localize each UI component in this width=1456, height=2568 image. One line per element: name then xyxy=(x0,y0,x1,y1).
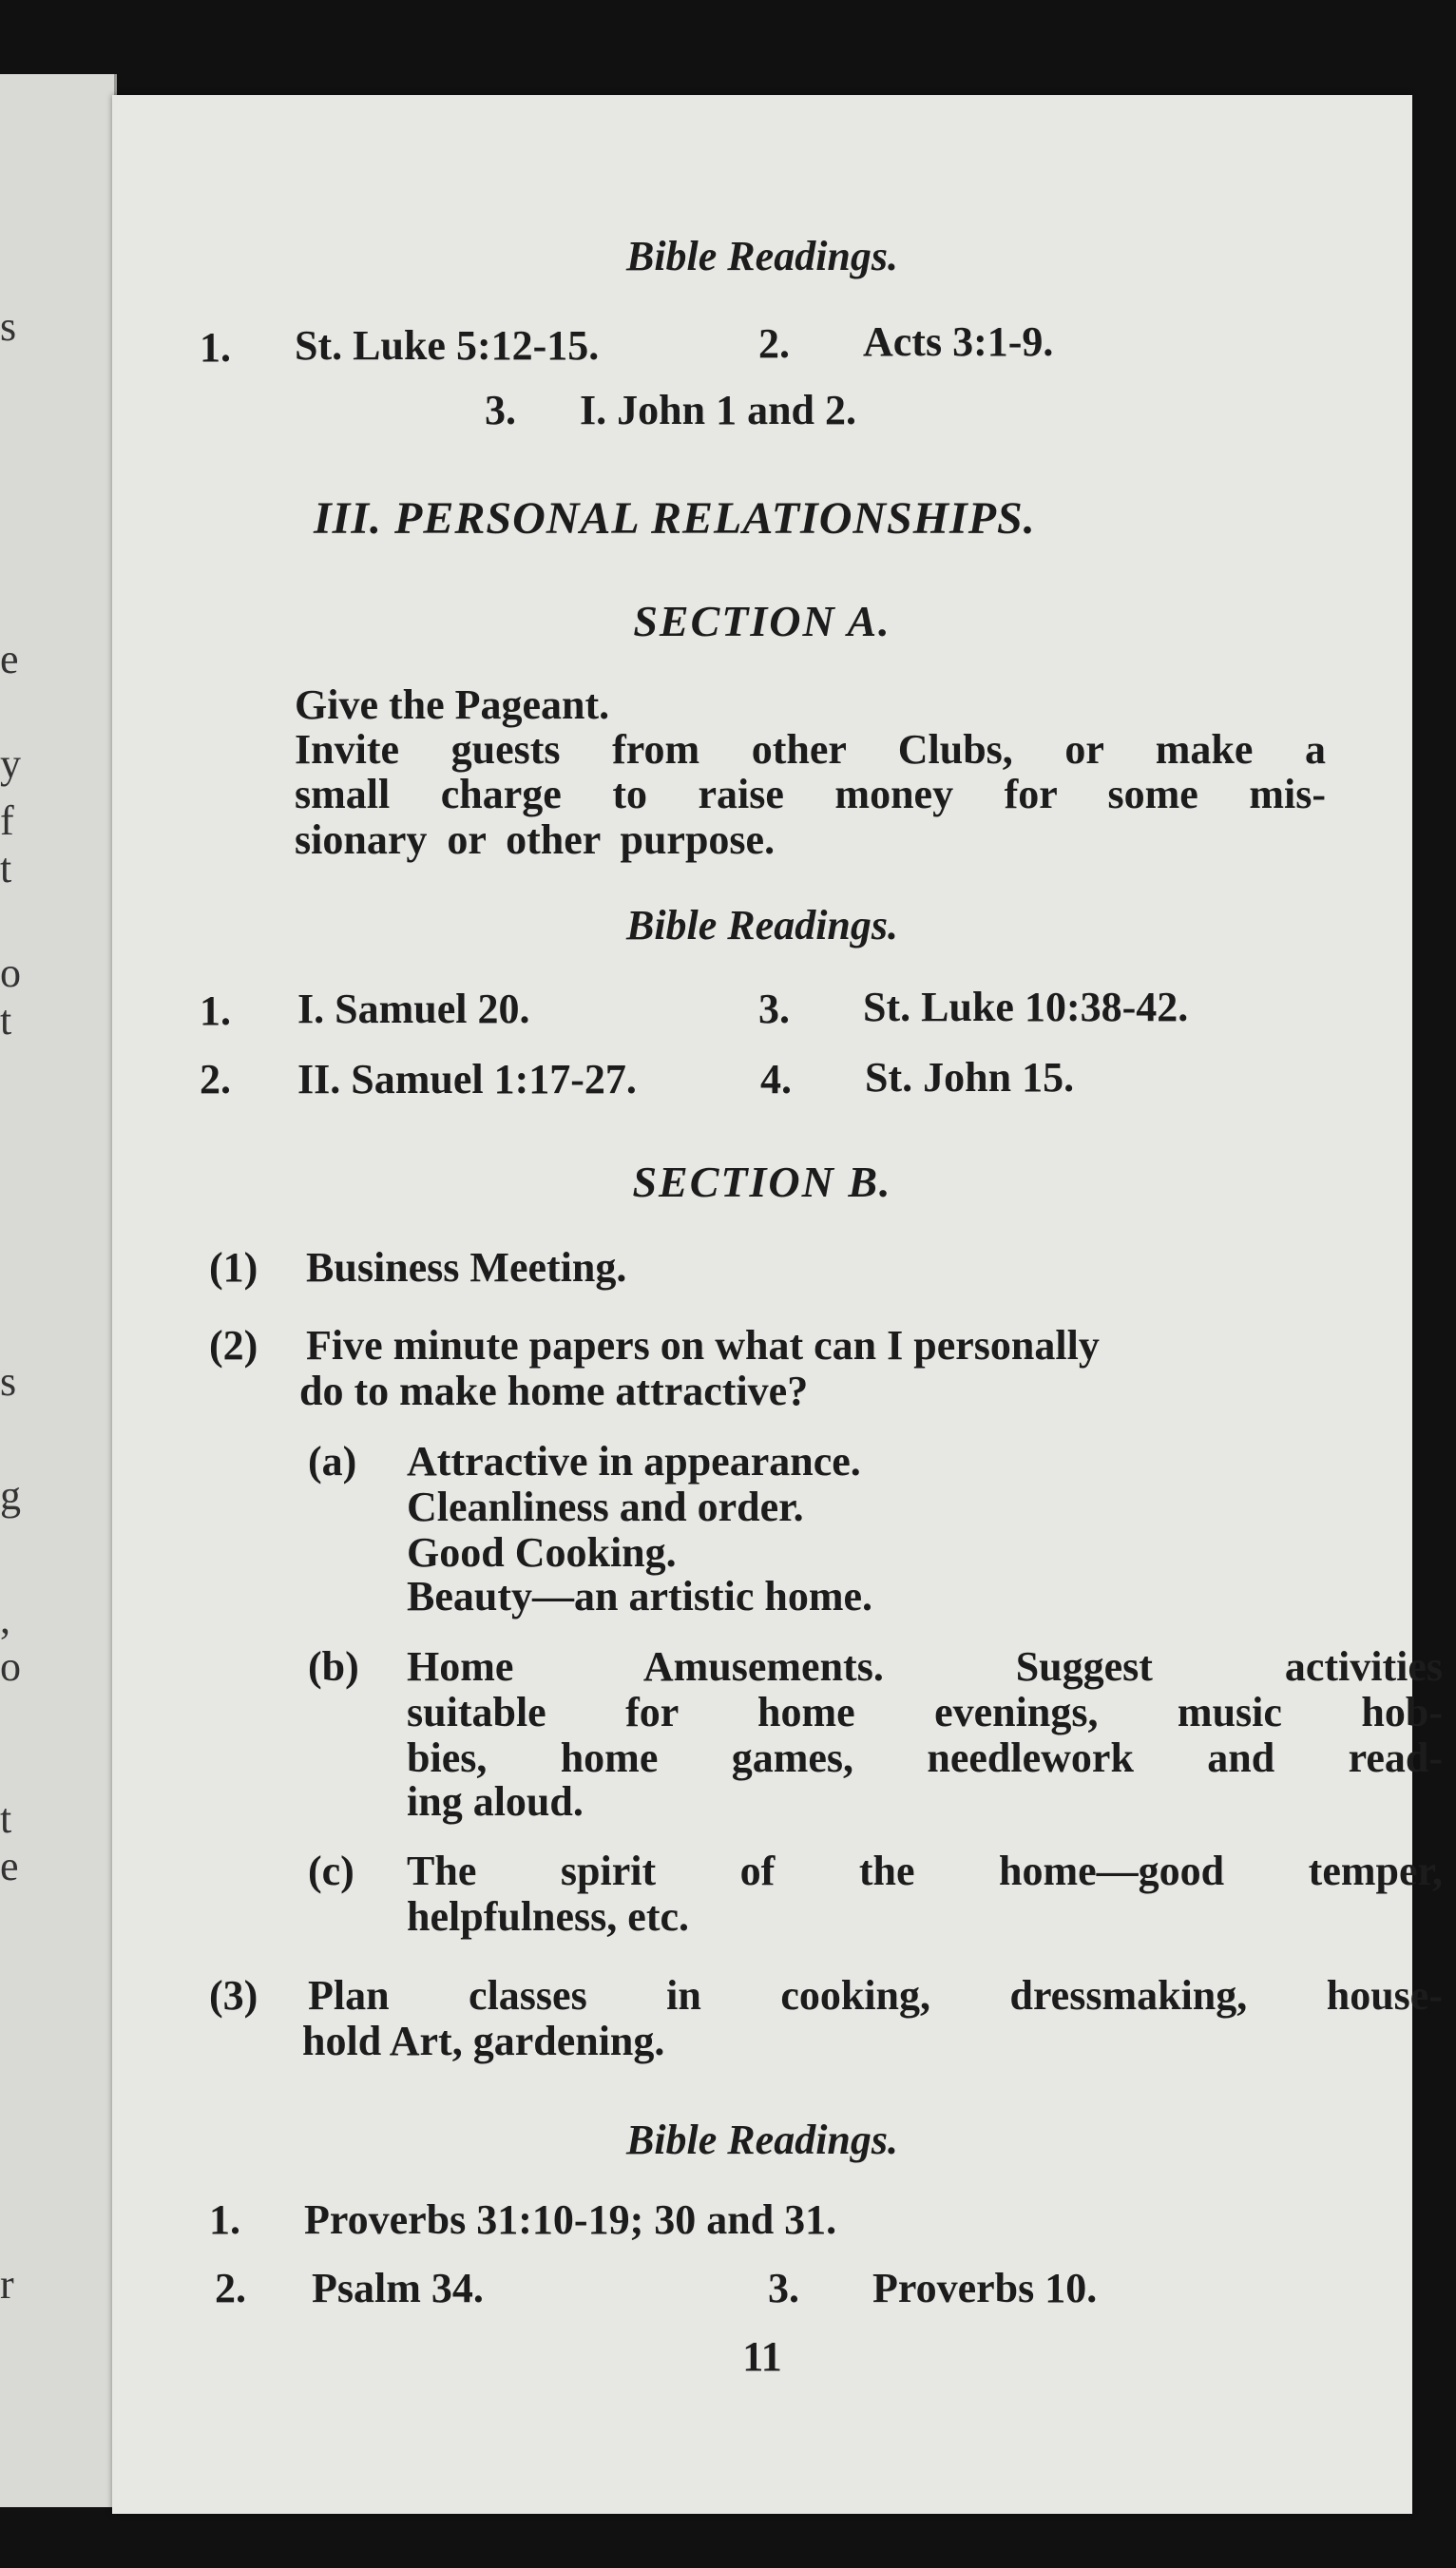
subitem-text: Home Amusements. Suggest activities xyxy=(407,1643,1443,1690)
prev-page-fragment: y xyxy=(0,740,21,787)
item-text: Five minute papers on what can I personally xyxy=(306,1322,1100,1369)
subitem-text: ing aloud. xyxy=(407,1778,584,1825)
reading-number: 2. xyxy=(758,320,790,367)
item-text: hold Art, gardening. xyxy=(302,2018,665,2064)
prev-page-fragment: t xyxy=(0,1795,12,1842)
subitem-text: Beauty—an artistic home. xyxy=(407,1573,873,1619)
reading-text: II. Samuel 1:17-27. xyxy=(297,1056,637,1102)
section-a-line: small charge to raise money for some mis- xyxy=(295,771,1326,817)
subitem-letter: (a) xyxy=(308,1438,357,1485)
item-number: (2) xyxy=(209,1322,259,1369)
item-text: Business Meeting. xyxy=(306,1244,627,1291)
subitem-text: Attractive in appearance. xyxy=(407,1438,861,1485)
section-a-title: SECTION A. xyxy=(633,597,891,645)
bible-readings-heading: Bible Readings. xyxy=(625,233,899,279)
prev-page-fragment: e xyxy=(0,1843,19,1889)
reading-text: Acts 3:1-9. xyxy=(863,318,1054,365)
part-heading: III. PERSONAL RELATIONSHIPS. xyxy=(314,493,1036,544)
prev-page-fragment: o xyxy=(0,1643,21,1690)
reading-text: St. John 15. xyxy=(865,1054,1075,1101)
section-a-line: Give the Pageant. xyxy=(295,681,610,728)
subitem-text: helpfulness, etc. xyxy=(407,1893,689,1940)
page-number: 11 xyxy=(742,2333,782,2380)
subitem-text: Cleanliness and order. xyxy=(407,1484,804,1530)
item-text: do to make home attractive? xyxy=(299,1368,809,1414)
subitem-text: The spirit of the home—good temper, xyxy=(407,1848,1443,1894)
reading-text: I. John 1 and 2. xyxy=(580,387,857,433)
prev-page-fragment: g xyxy=(0,1472,21,1519)
bible-readings-heading: Bible Readings. xyxy=(625,2117,899,2163)
reading-number: 2. xyxy=(200,1056,231,1102)
document-page xyxy=(112,95,1443,2514)
section-a-line: Invite guests from other Clubs, or make a xyxy=(295,726,1326,773)
reading-number: 3. xyxy=(758,986,790,1032)
reading-number: 3. xyxy=(768,2265,799,2311)
prev-page-fragment: s xyxy=(0,1358,17,1405)
prev-page-fragment: , xyxy=(0,1596,10,1642)
subitem-letter: (b) xyxy=(308,1643,359,1690)
reading-number: 1. xyxy=(200,987,231,1034)
reading-text: St. Luke 5:12-15. xyxy=(295,322,600,369)
subitem-letter: (c) xyxy=(308,1848,354,1894)
reading-text: St. Luke 10:38-42. xyxy=(863,984,1189,1030)
item-text: Plan classes in cooking, dressmaking, house- xyxy=(308,1972,1443,2019)
bible-readings-heading: Bible Readings. xyxy=(625,902,899,949)
subitem-text: bies, home games, needlework and read- xyxy=(407,1734,1443,1781)
reading-text: Psalm 34. xyxy=(312,2265,484,2311)
prev-page-fragment: e xyxy=(0,636,19,682)
reading-number: 4. xyxy=(760,1056,792,1102)
reading-text: I. Samuel 20. xyxy=(297,986,530,1032)
reading-number: 2. xyxy=(215,2265,246,2311)
subitem-text: Good Cooking. xyxy=(407,1529,677,1576)
prev-page-fragment: o xyxy=(0,949,21,996)
reading-text: Proverbs 10. xyxy=(872,2265,1098,2311)
prev-page-fragment: t xyxy=(0,845,12,891)
reading-number: 1. xyxy=(200,324,231,371)
subitem-text: suitable for home evenings, music hob- xyxy=(407,1689,1443,1735)
previous-page-edge xyxy=(0,74,117,2507)
prev-page-fragment: r xyxy=(0,2261,14,2308)
section-b-title: SECTION B. xyxy=(632,1158,892,1206)
section-a-line: sionary or other purpose. xyxy=(295,816,776,863)
prev-page-fragment: f xyxy=(0,797,14,844)
prev-page-fragment: t xyxy=(0,997,12,1044)
reading-number: 1. xyxy=(209,2196,240,2243)
prev-page-fragment: s xyxy=(0,303,17,350)
item-number: (1) xyxy=(209,1244,259,1291)
item-number: (3) xyxy=(209,1972,259,2019)
reading-text: Proverbs 31:10-19; 30 and 31. xyxy=(304,2196,837,2243)
reading-number: 3. xyxy=(485,387,516,433)
